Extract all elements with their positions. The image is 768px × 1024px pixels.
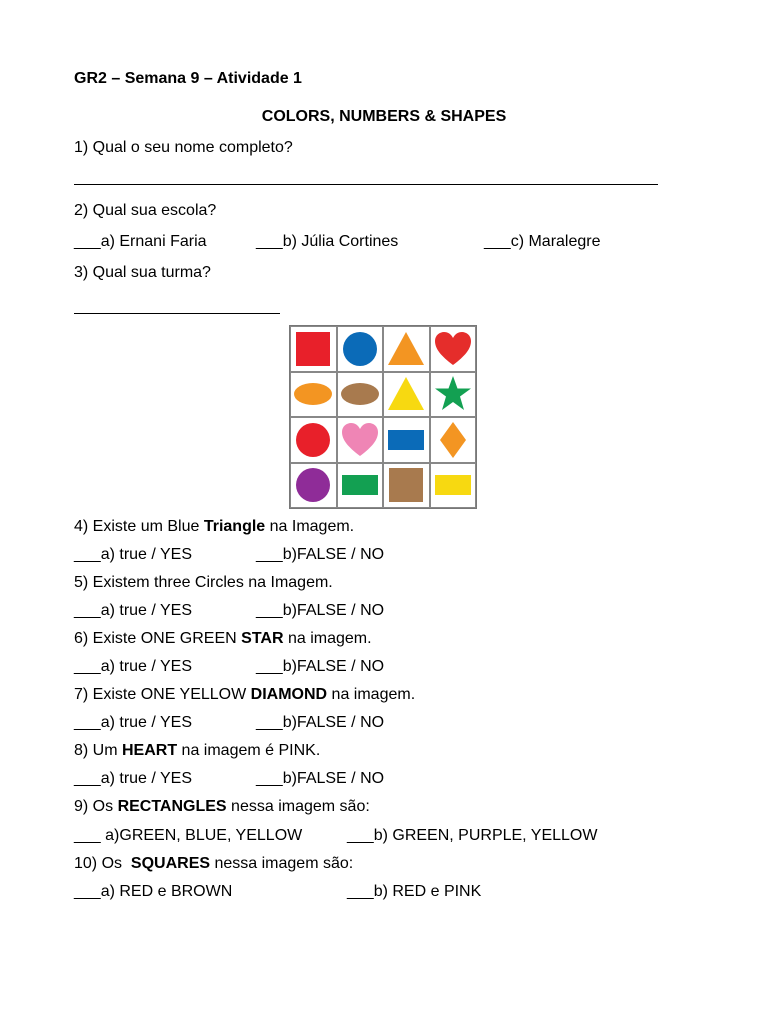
answer-line-name[interactable] — [74, 184, 658, 185]
q5-option-a[interactable]: ___a) true / YES — [74, 602, 192, 619]
oval-icon — [340, 374, 380, 414]
rectangle-icon — [433, 465, 473, 505]
grid-cell — [430, 463, 477, 509]
q4-option-a[interactable]: ___a) true / YES — [74, 546, 192, 563]
q2-option-a[interactable]: ___a) Ernani Faria — [74, 233, 207, 250]
triangle-shape — [388, 377, 424, 410]
q9-option-b[interactable]: ___b) GREEN, PURPLE, YELLOW — [347, 827, 598, 844]
rectangle-icon — [386, 420, 426, 460]
rectangle-shape — [342, 475, 378, 495]
q8-option-b[interactable]: ___b)FALSE / NO — [256, 770, 385, 787]
q9-option-a[interactable]: ___ a)GREEN, BLUE, YELLOW — [74, 827, 303, 844]
circle-icon — [293, 465, 333, 505]
square-icon — [386, 465, 426, 505]
question-8: 8) Um HEART na imagem é PINK. — [74, 742, 321, 759]
rectangle-icon — [340, 465, 380, 505]
circle-icon — [340, 329, 380, 369]
q5-option-b[interactable]: ___b)FALSE / NO — [256, 602, 385, 619]
diamond-icon — [433, 420, 473, 460]
question-9: 9) Os RECTANGLES nessa imagem são: — [74, 798, 370, 815]
q2-option-c[interactable]: ___c) Maralegre — [484, 233, 601, 250]
oval-shape — [341, 383, 379, 405]
grid-cell — [430, 372, 477, 418]
oval-icon — [293, 374, 333, 414]
heart-icon — [340, 420, 380, 460]
triangle-shape — [388, 332, 424, 365]
grid-cell — [383, 372, 430, 418]
rectangle-shape — [388, 430, 424, 450]
grid-cell — [290, 417, 337, 463]
star-icon — [433, 374, 473, 414]
grid-cell — [383, 326, 430, 372]
q10-option-a[interactable]: ___a) RED e BROWN — [74, 883, 233, 900]
grid-cell — [290, 326, 337, 372]
q10-option-b[interactable]: ___b) RED e PINK — [347, 883, 482, 900]
activity-header: GR2 – Semana 9 – Atividade 1 — [74, 70, 302, 87]
q4-option-b[interactable]: ___b)FALSE / NO — [256, 546, 385, 563]
shapes-grid — [289, 325, 477, 509]
grid-cell — [337, 372, 384, 418]
grid-cell — [430, 326, 477, 372]
q7-option-b[interactable]: ___b)FALSE / NO — [256, 714, 385, 731]
question-4: 4) Existe um Blue Triangle na Imagem. — [74, 518, 355, 535]
q6-option-a[interactable]: ___a) true / YES — [74, 658, 192, 675]
grid-cell — [337, 326, 384, 372]
question-5: 5) Existem three Circles na Imagem. — [74, 574, 333, 591]
q6-option-b[interactable]: ___b)FALSE / NO — [256, 658, 385, 675]
rectangle-shape — [435, 475, 471, 495]
heart-shape — [435, 332, 471, 365]
worksheet-title: COLORS, NUMBERS & SHAPES — [261, 108, 507, 125]
q8-option-a[interactable]: ___a) true / YES — [74, 770, 192, 787]
square-icon — [293, 329, 333, 369]
square-shape — [296, 332, 330, 366]
square-shape — [389, 468, 423, 502]
oval-shape — [294, 383, 332, 405]
grid-cell — [290, 372, 337, 418]
circle-shape — [343, 332, 377, 366]
circle-icon — [293, 420, 333, 460]
question-7: 7) Existe ONE YELLOW DIAMOND na imagem. — [74, 686, 416, 703]
q7-option-a[interactable]: ___a) true / YES — [74, 714, 192, 731]
circle-shape — [296, 423, 330, 457]
question-1: 1) Qual o seu nome completo? — [74, 139, 293, 156]
grid-cell — [290, 463, 337, 509]
grid-cell — [337, 463, 384, 509]
question-6: 6) Existe ONE GREEN STAR na imagem. — [74, 630, 372, 647]
question-10: 10) Os SQUARES nessa imagem são: — [74, 855, 354, 872]
diamond-shape — [440, 422, 466, 458]
star-shape — [435, 376, 471, 410]
triangle-icon — [386, 329, 426, 369]
answer-line-class[interactable] — [74, 313, 280, 314]
circle-shape — [296, 468, 330, 502]
heart-icon — [433, 329, 473, 369]
grid-cell — [430, 417, 477, 463]
grid-cell — [383, 463, 430, 509]
grid-cell — [337, 417, 384, 463]
question-2: 2) Qual sua escola? — [74, 202, 217, 219]
q2-option-b[interactable]: ___b) Júlia Cortines — [256, 233, 399, 250]
heart-shape — [342, 423, 378, 456]
question-3: 3) Qual sua turma? — [74, 264, 211, 281]
triangle-icon — [386, 374, 426, 414]
grid-cell — [383, 417, 430, 463]
